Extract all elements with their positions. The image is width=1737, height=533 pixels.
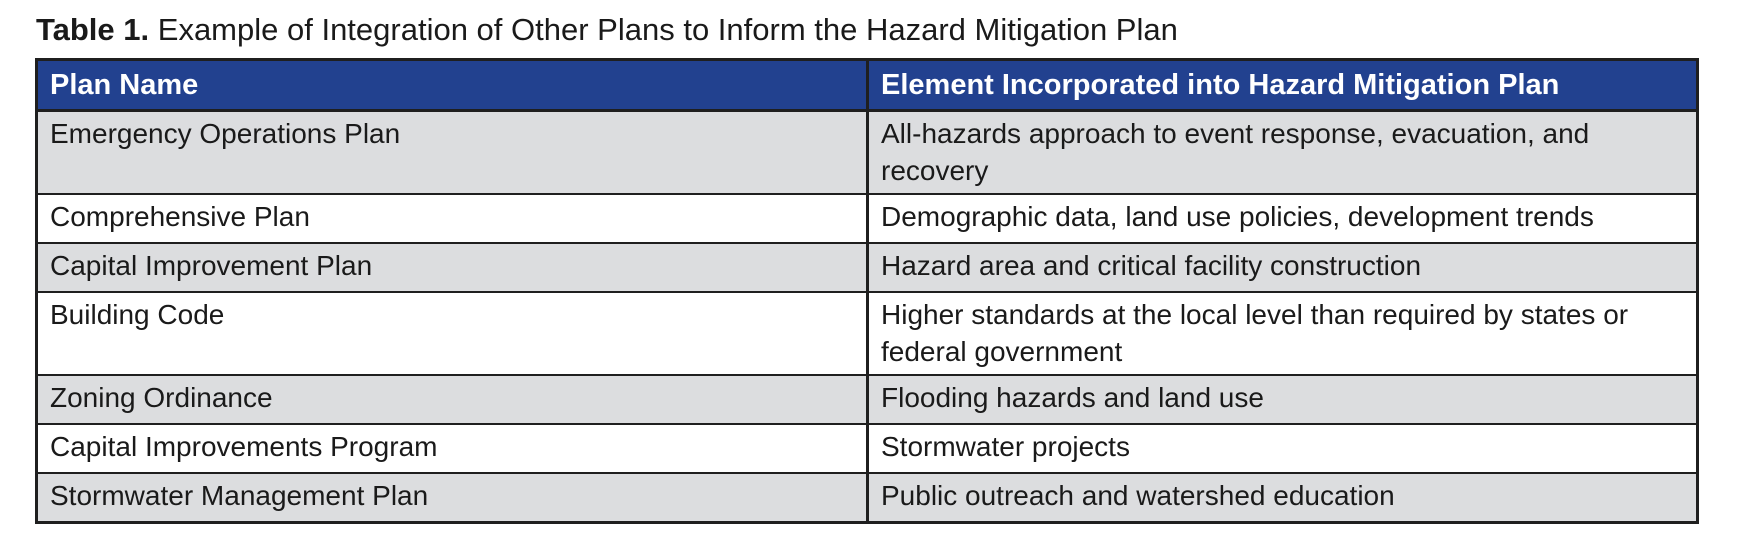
column-header-plan-name: Plan Name — [37, 60, 868, 111]
table-row — [37, 292, 1698, 375]
plan-name-cell: Comprehensive Plan — [37, 194, 868, 243]
element-cell: Stormwater projects — [868, 424, 1698, 473]
plan-name-cell: Capital Improvement Plan — [37, 243, 868, 292]
table-row — [37, 243, 1698, 292]
plan-name-cell: Emergency Operations Plan — [37, 111, 868, 195]
caption-label: Table 1. — [36, 12, 150, 47]
element-cell: Higher standards at the local level than required by states or federal government — [868, 292, 1698, 375]
header-row — [37, 60, 1698, 111]
element-cell: All-hazards approach to event response, evacuation, and recovery — [868, 111, 1698, 195]
plan-name-cell: Capital Improvements Program — [37, 424, 868, 473]
element-cell: Demographic data, land use policies, development trends — [868, 194, 1698, 243]
plan-name-cell: Zoning Ordinance — [37, 375, 868, 424]
element-cell: Flooding hazards and land use — [868, 375, 1698, 424]
table-caption — [36, 10, 1178, 50]
table-row — [37, 194, 1698, 243]
table-row — [37, 375, 1698, 424]
table-row — [37, 473, 1698, 523]
plan-name-cell: Stormwater Management Plan — [37, 473, 868, 523]
element-cell: Hazard area and critical facility construction — [868, 243, 1698, 292]
element-cell: Public outreach and watershed education — [868, 473, 1698, 523]
plan-name-cell: Building Code — [37, 292, 868, 375]
table-row — [37, 424, 1698, 473]
plans-table — [35, 58, 1699, 524]
column-header-element: Element Incorporated into Hazard Mitigation Plan — [868, 60, 1698, 111]
table-row — [37, 111, 1698, 195]
caption-text: Example of Integration of Other Plans to Inform the Hazard Mitigation Plan — [157, 12, 1178, 47]
